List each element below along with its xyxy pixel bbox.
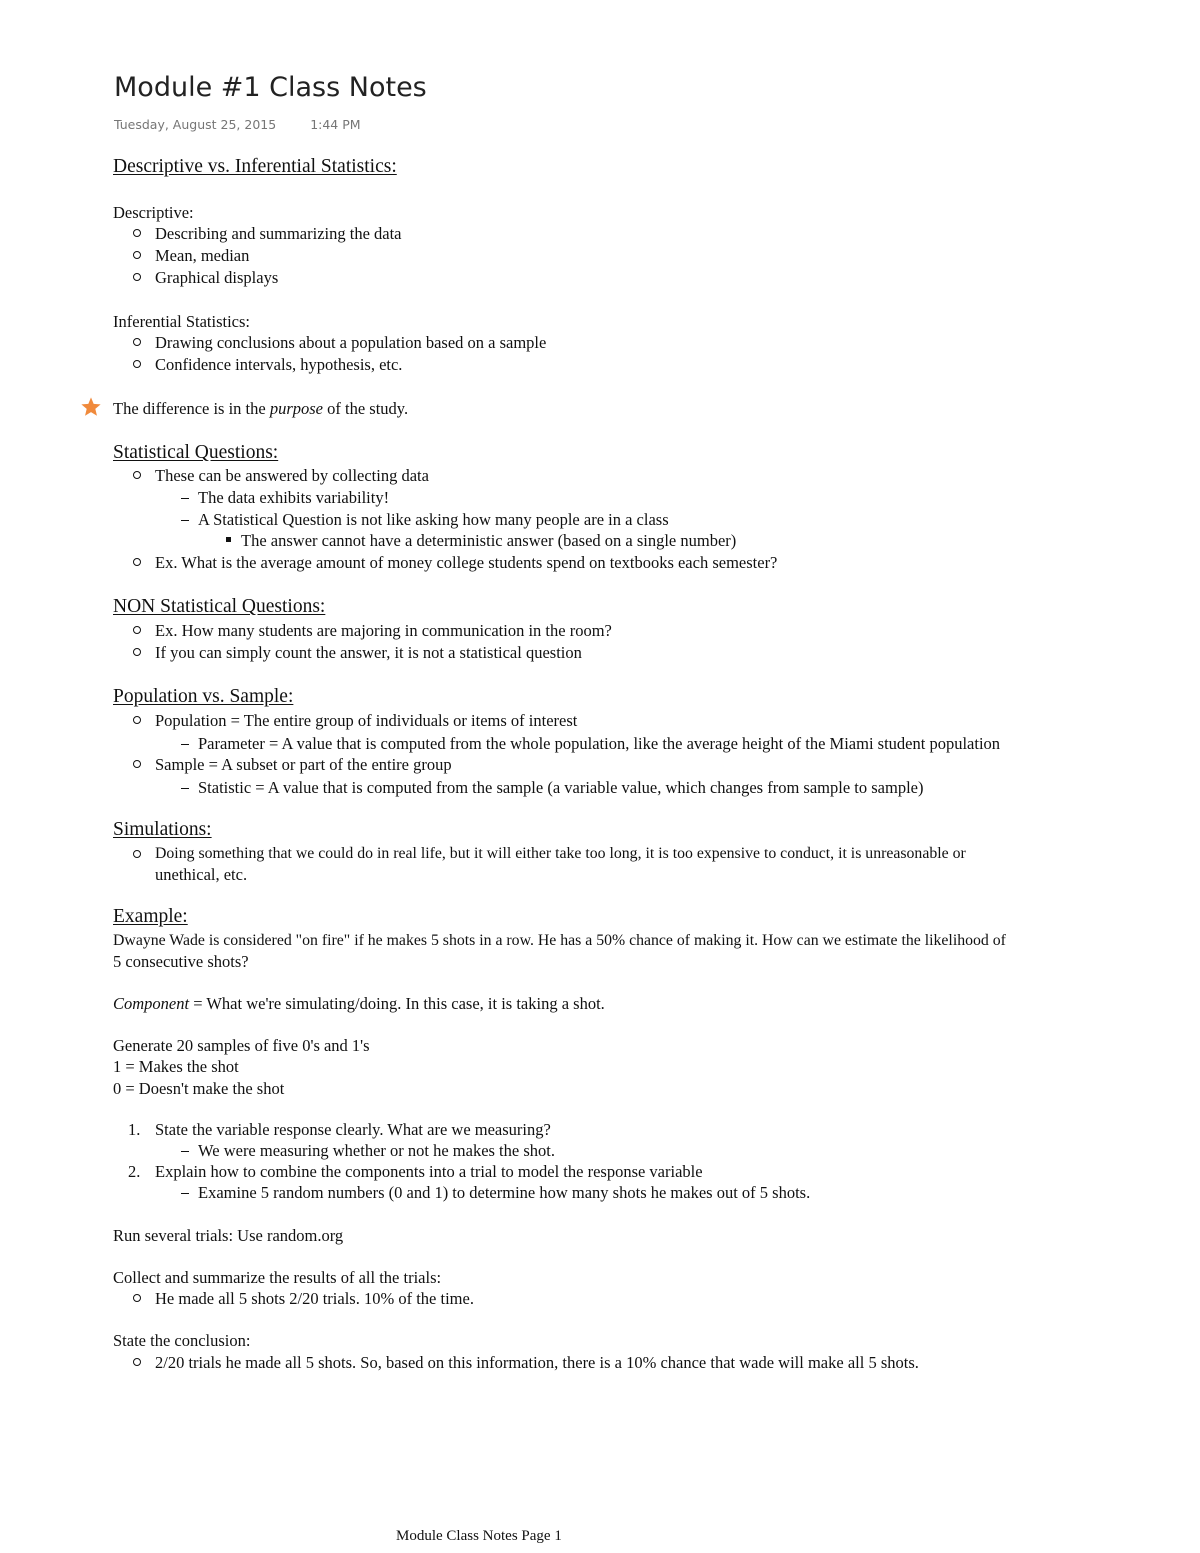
descriptive-label: Descriptive: [113,203,194,222]
section-heading-example: Example: [113,906,188,927]
collect-line: Collect and summarize the results of all the trials: [113,1268,442,1287]
section-heading-simulations: Simulations: [113,819,212,840]
circle-bullet-icon [133,1358,141,1366]
list-item: Population = The entire group of individuals or items of interest [155,711,578,730]
step-item: State the variable response clearly. What are we measuring? [155,1120,551,1139]
list-subitem: Statistic = A value that is computed from the sample (a variable value, which changes from sample to sample) [198,778,924,797]
list-subitem: A Statistical Question is not like asking how many people are in a class [198,510,669,529]
list-item: Mean, median [155,246,250,265]
dash-bullet-icon [181,520,189,521]
list-subitem: Parameter = A value that is computed from the whole population, like the average height of the Miami student population [198,734,1001,753]
circle-bullet-icon [133,558,141,566]
dash-bullet-icon [181,498,189,499]
page-footer: Module Class Notes Page 1 [396,1528,562,1544]
step-number: 1. [128,1120,141,1139]
example-paragraph: Dwayne Wade is considered "on fire" if he makes 5 shots in a row. He has a 50% chance of making it. How can we estimate the likelihood of [113,932,1006,949]
section-heading-population-vs-sample: Population vs. Sample: [113,686,294,707]
circle-bullet-icon [133,716,141,724]
list-subitem: The data exhibits variability! [198,488,390,507]
dash-bullet-icon [181,744,189,745]
list-item-continuation: unethical, etc. [155,865,248,884]
circle-bullet-icon [133,648,141,656]
list-item: Ex. What is the average amount of money college students spend on textbooks each semester? [155,553,778,572]
list-item: Sample = A subset or part of the entire group [155,755,452,774]
list-item: Confidence intervals, hypothesis, etc. [155,355,403,374]
circle-bullet-icon [133,850,141,858]
page-title: Module #1 Class Notes [114,72,427,103]
list-item: Ex. How many students are majoring in communication in the room? [155,621,612,640]
emphasis-component: Component [113,994,190,1013]
circle-bullet-icon [133,760,141,768]
legend-zero: 0 = Doesn't make the shot [113,1079,285,1098]
step-subitem: We were measuring whether or not he makes the shot. [198,1141,555,1160]
dash-bullet-icon [181,1151,189,1152]
example-paragraph-continuation: 5 consecutive shots? [113,952,249,971]
circle-bullet-icon [133,338,141,346]
step-number: 2. [128,1162,141,1181]
conclusion-line: State the conclusion: [113,1331,251,1350]
list-item: Graphical displays [155,268,279,287]
list-item: 2/20 trials he made all 5 shots. So, based on this information, there is a 10% chance that wade will make all 5 shots. [155,1353,919,1372]
square-bullet-icon [226,537,231,542]
page-date: Tuesday, August 25, 2015 [114,117,277,132]
section-heading-descriptive-vs-inferential: Descriptive vs. Inferential Statistics: [113,156,397,177]
legend-one: 1 = Makes the shot [113,1057,239,1076]
step-item: Explain how to combine the components into a trial to model the response variable [155,1162,703,1181]
circle-bullet-icon [133,360,141,368]
circle-bullet-icon [133,626,141,634]
list-subsubitem: The answer cannot have a deterministic answer (based on a single number) [241,531,737,550]
dash-bullet-icon [181,1193,189,1194]
list-item: Drawing conclusions about a population based on a sample [155,333,547,352]
section-heading-non-statistical-questions: NON Statistical Questions: [113,596,326,617]
section-heading-statistical-questions: Statistical Questions: [113,442,279,463]
circle-bullet-icon [133,251,141,259]
list-item: He made all 5 shots 2/20 trials. 10% of the time. [155,1289,474,1308]
generate-line: Generate 20 samples of five 0's and 1's [113,1036,370,1055]
list-item: Describing and summarizing the data [155,224,402,243]
run-trials-line: Run several trials: Use random.org [113,1226,344,1245]
step-subitem: Examine 5 random numbers (0 and 1) to determine how many shots he makes out of 5 shots. [198,1183,811,1202]
page-meta [114,117,361,132]
circle-bullet-icon [133,1294,141,1302]
emphasis-purpose: purpose [269,399,324,418]
component-definition: Component = What we're simulating/doing. In this case, it is taking a shot. [113,994,605,1013]
inferential-label: Inferential Statistics: [113,312,251,331]
starred-note: The difference is in the purpose of the study. [113,399,409,418]
circle-bullet-icon [133,273,141,281]
list-item: If you can simply count the answer, it is not a statistical question [155,643,582,662]
list-item: These can be answered by collecting data [155,466,429,485]
circle-bullet-icon [133,229,141,237]
page-time: 1:44 PM [310,117,361,132]
list-item: Doing something that we could do in real life, but it will either take too long, it is too expensive to conduct, it is unreasonable or [155,845,966,862]
circle-bullet-icon [133,471,141,479]
star-icon [80,396,102,418]
dash-bullet-icon [181,788,189,789]
